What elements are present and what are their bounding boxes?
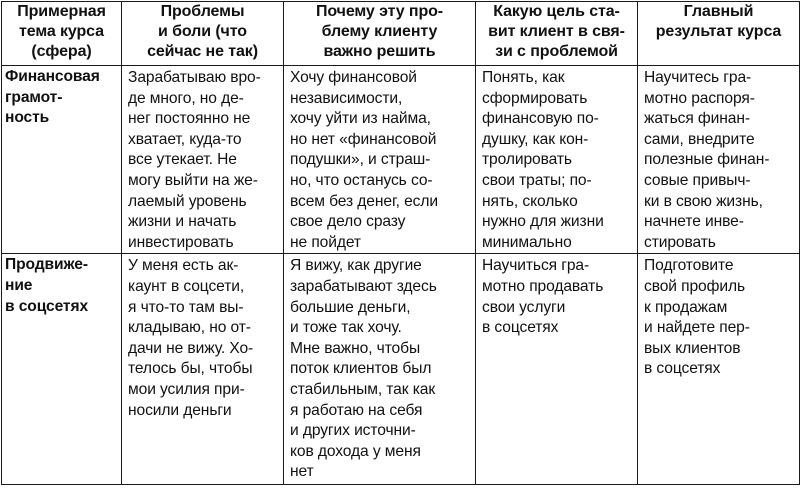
cell-topic: Финансовая грамот- ность [2,66,122,254]
cell-topic: Продвиже- ние в соцсетях [2,254,122,485]
header-result: Главный результат курса [638,2,800,66]
header-problems: Проблемы и боли (что сейчас не так) [122,2,284,66]
cell-problems: У меня есть ак- каунт в соцсети, я что-то там вы- кладываю, но от- дачи не вижу. Хо- телось бы, чтобы мои усилия при- носили деньги [122,254,284,485]
table-row [2,66,800,254]
cell-result: Научитесь гра- мотно распоря- жаться финан- сами, внедрите полезные финан- совые привыч- ки в свою жизнь, начнете инве- стировать [638,66,800,254]
header-topic: Примерная тема курса (сфера) [2,2,122,66]
cell-problems: Зарабатываю вро- де много, но де- нег постоянно не хватает, куда-то все утекает. Не могу выйти на же- лаемый уровень жизни и начать инвестировать [122,66,284,254]
cell-why: Хочу финансовой независимости, хочу уйти из найма, но нет «финансовой подушки», и страш- но, что останусь со- всем без денег, если свое дело сразу не пойдет [284,66,476,254]
table-row [2,254,800,485]
table-header-row [2,2,800,66]
header-goal: Какую цель ста- вит клиент в свя- зи с проблемой [476,2,638,66]
header-why: Почему эту про- блему клиенту важно решить [284,2,476,66]
cell-goal: Научиться гра- мотно продавать свои услуги в соцсетях [476,254,638,485]
cell-why: Я вижу, как другие зарабатывают здесь большие деньги, и тоже так хочу. Мне важно, чтобы поток клиентов был стабильным, так как я работаю на себя и других источни- ков дохода у меня нет [284,254,476,485]
cell-goal: Понять, как сформировать финансовую по- душку, как кон- тролировать свои траты; по- нять, сколько нужно для жизни минимально [476,66,638,254]
cell-result: Подготовите свой профиль к продажам и найдете пер- вых клиентов в соцсетях [638,254,800,485]
course-topics-table [1,1,800,485]
